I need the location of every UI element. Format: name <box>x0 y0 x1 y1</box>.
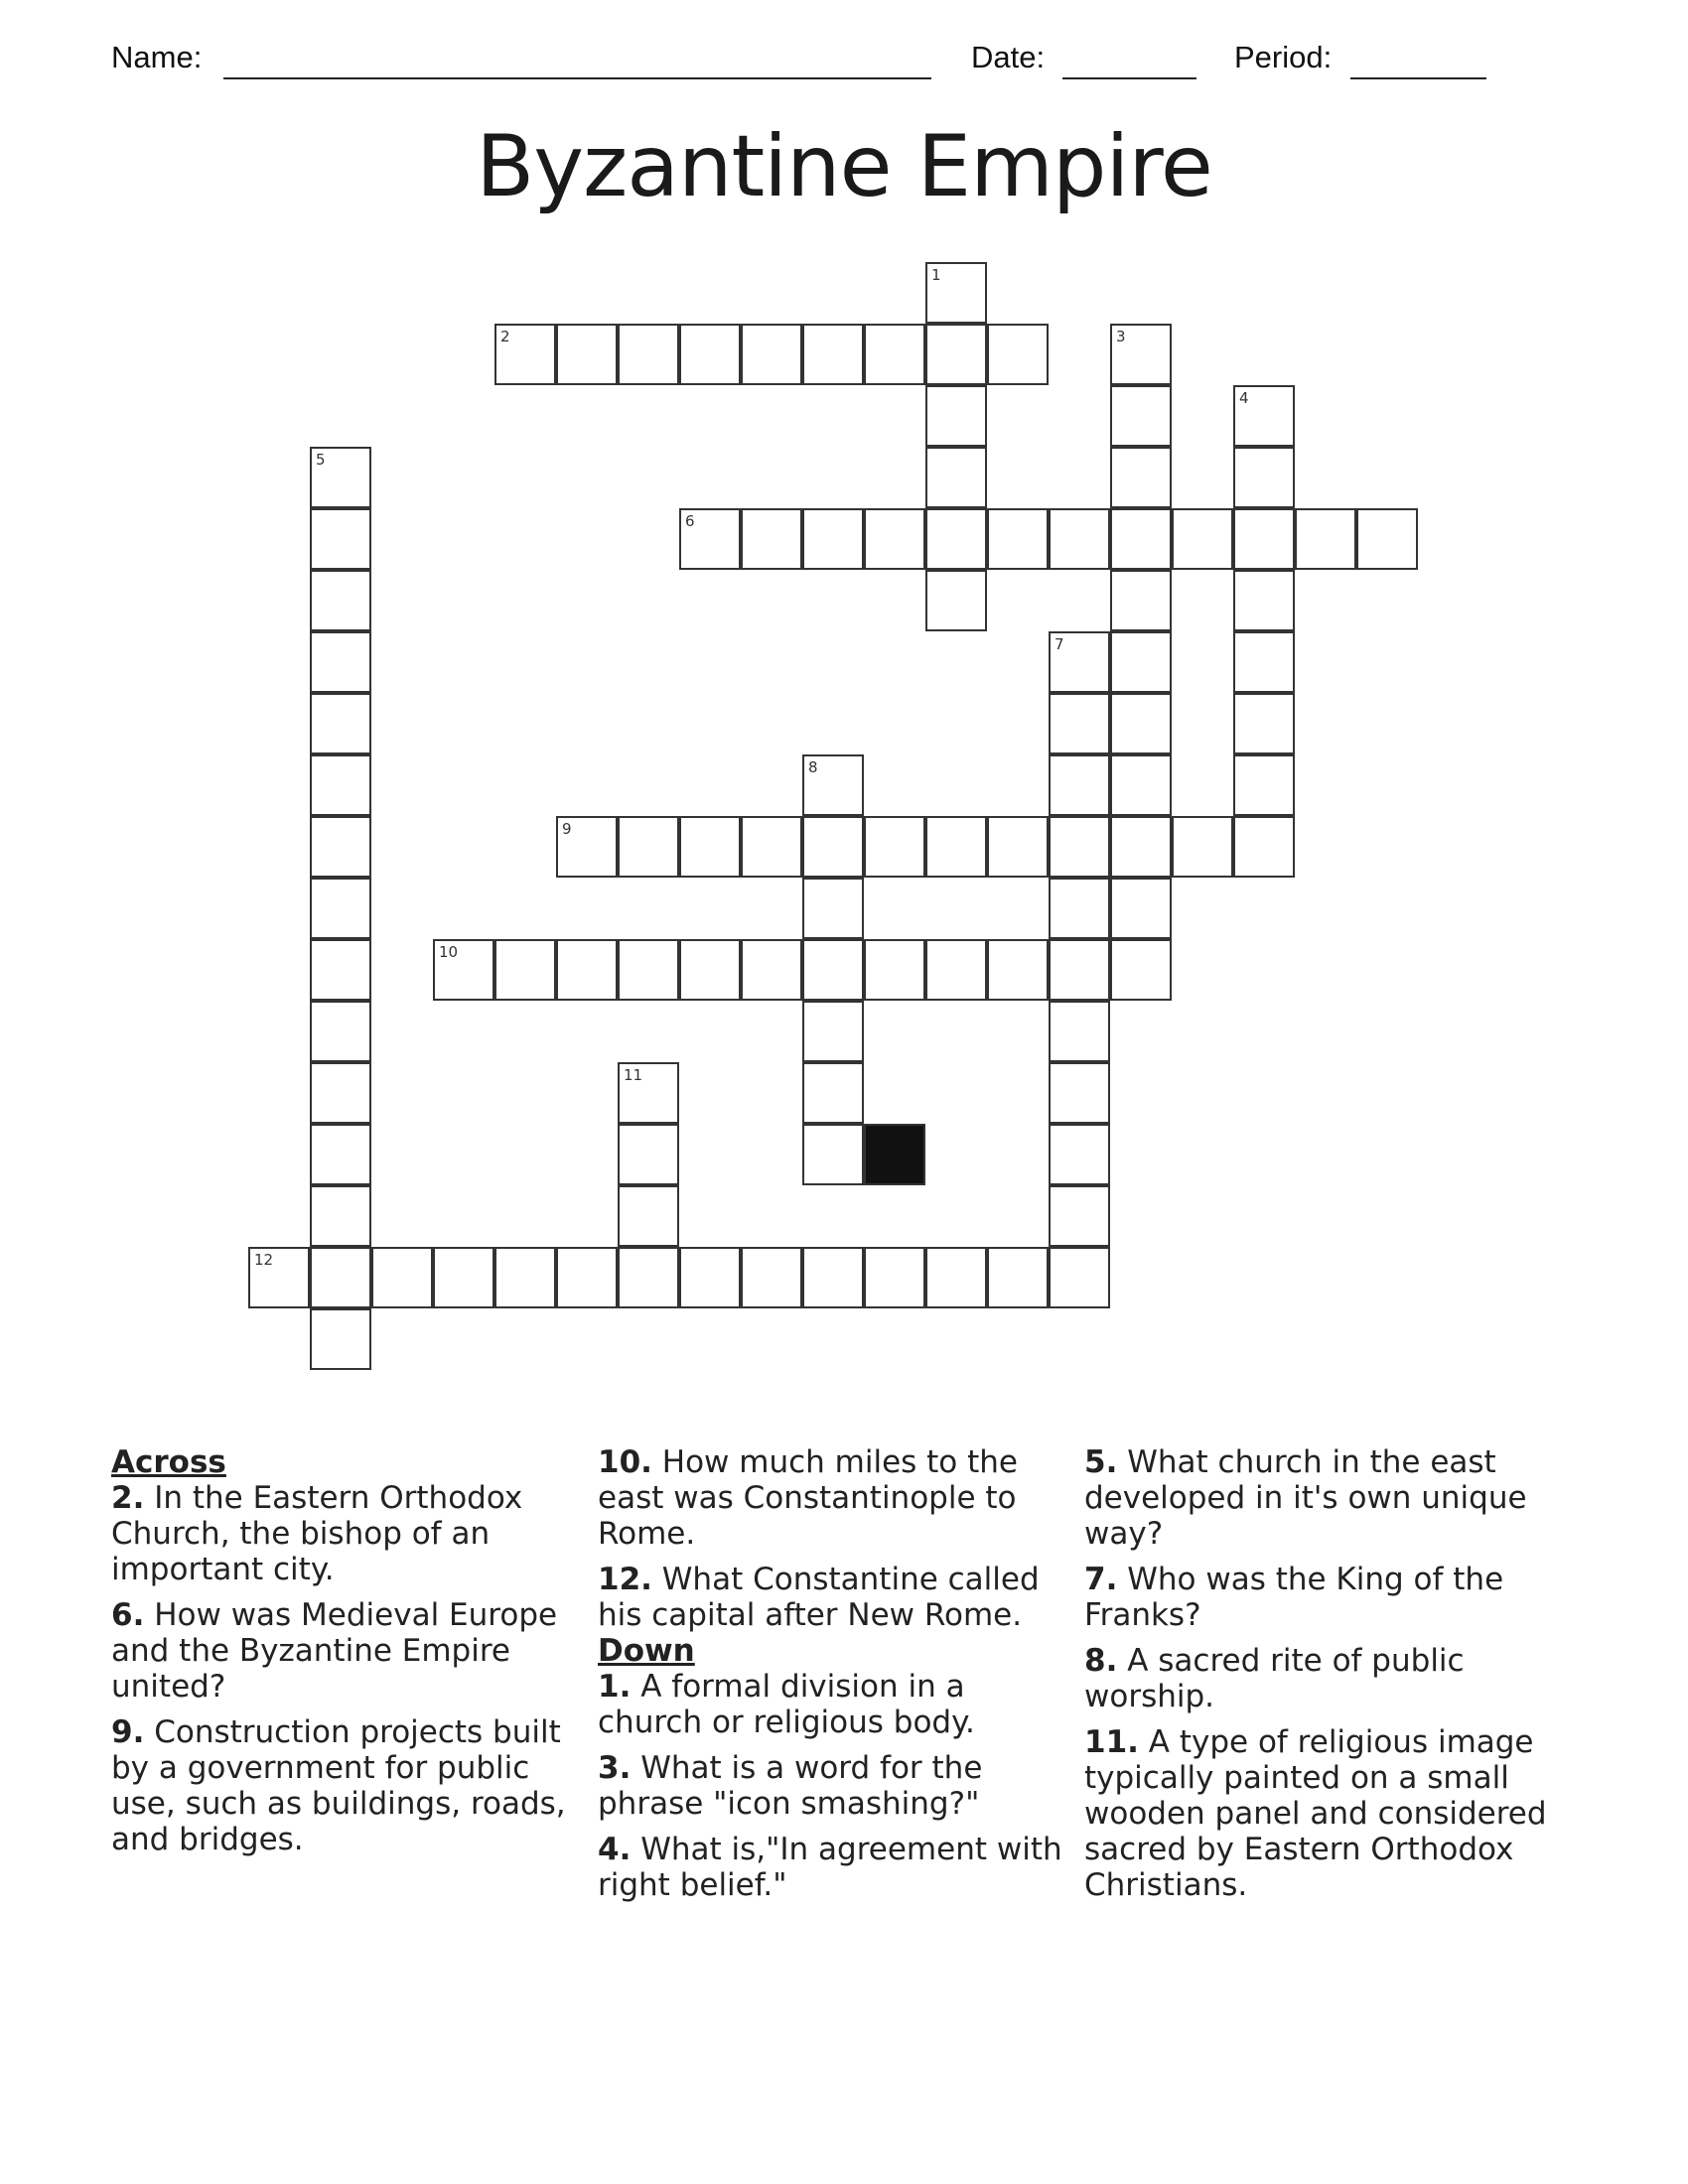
name-label: Name: <box>111 40 203 74</box>
crossword-cell[interactable] <box>987 1247 1049 1308</box>
crossword-cell[interactable] <box>802 1062 864 1124</box>
crossword-cell[interactable] <box>802 508 864 570</box>
crossword-cell[interactable] <box>618 324 679 385</box>
crossword-cell[interactable] <box>987 508 1049 570</box>
clue-down-1: 1. A formal division in a church or religious body. <box>598 1669 975 1740</box>
crossword-cell[interactable] <box>310 570 371 631</box>
clue-down-4: 4. What is,"In agreement with right belief." <box>598 1832 1062 1903</box>
crossword-cell[interactable] <box>802 939 864 1001</box>
crossword-cell[interactable] <box>494 324 556 385</box>
crossword-cell[interactable] <box>1049 693 1110 754</box>
crossword-cell[interactable] <box>1233 508 1295 570</box>
crossword-cell[interactable] <box>310 754 371 816</box>
crossword-cell[interactable] <box>310 816 371 878</box>
crossword-cell[interactable] <box>618 1124 679 1185</box>
crossword-cell[interactable] <box>741 816 802 878</box>
clue-number: 1 <box>931 266 941 284</box>
crossword-cell[interactable] <box>371 1247 433 1308</box>
crossword-cell[interactable] <box>433 939 494 1001</box>
crossword-cell[interactable] <box>864 324 925 385</box>
clue-down-8: 8. A sacred rite of public worship. <box>1084 1643 1465 1714</box>
crossword-cell[interactable] <box>1356 508 1418 570</box>
crossword-cell[interactable] <box>1049 878 1110 939</box>
crossword-cell[interactable] <box>310 508 371 570</box>
clue-number: 5 <box>316 451 326 469</box>
crossword-cell[interactable] <box>1233 385 1295 447</box>
crossword-cell[interactable] <box>925 570 987 631</box>
crossword-cell[interactable] <box>618 939 679 1001</box>
crossword-black-cell <box>864 1124 925 1185</box>
crossword-cell[interactable] <box>1049 631 1110 693</box>
crossword-cell[interactable] <box>310 1247 371 1308</box>
crossword-cell[interactable] <box>1110 878 1172 939</box>
crossword-cell[interactable] <box>925 324 987 385</box>
crossword-cell[interactable] <box>741 1247 802 1308</box>
clue-across-2: 2. In the Eastern Orthodox Church, the bishop of an important city. <box>111 1480 523 1587</box>
crossword-cell[interactable] <box>925 816 987 878</box>
crossword-cell[interactable] <box>1049 1001 1110 1062</box>
crossword-cell[interactable] <box>741 508 802 570</box>
clue-down-7: 7. Who was the King of the Franks? <box>1084 1562 1504 1633</box>
crossword-cell[interactable] <box>1110 324 1172 385</box>
down-heading: Down <box>598 1633 695 1669</box>
crossword-cell[interactable] <box>864 939 925 1001</box>
crossword-cell[interactable] <box>864 508 925 570</box>
crossword-cell[interactable] <box>494 1247 556 1308</box>
clue-across-10: 10. How much miles to the east was Constantinople to Rome. <box>598 1444 1019 1552</box>
clue-across-12: 12. What Constantine called his capital after New Rome. <box>598 1562 1040 1633</box>
crossword-cell[interactable] <box>1233 816 1295 878</box>
clue-number: 12 <box>254 1251 274 1269</box>
crossword-cell[interactable] <box>1295 508 1356 570</box>
crossword-cell[interactable] <box>802 324 864 385</box>
clue-across-9: 9. Construction projects built by a government for public use, such as buildings, roads, and bridges. <box>111 1714 566 1857</box>
crossword-cell[interactable] <box>310 878 371 939</box>
crossword-cell[interactable] <box>679 324 741 385</box>
crossword-cell[interactable] <box>310 939 371 1001</box>
crossword-cell[interactable] <box>494 939 556 1001</box>
crossword-cell[interactable] <box>618 1247 679 1308</box>
crossword-cell[interactable] <box>1172 816 1233 878</box>
clue-number: 7 <box>1055 635 1064 653</box>
crossword-cell[interactable] <box>310 1308 371 1370</box>
crossword-cell[interactable] <box>802 1001 864 1062</box>
crossword-cell[interactable] <box>679 816 741 878</box>
crossword-cell[interactable] <box>1233 631 1295 693</box>
clue-number: 9 <box>562 820 572 838</box>
crossword-cell[interactable] <box>741 939 802 1001</box>
crossword-cell[interactable] <box>310 1001 371 1062</box>
crossword-cell[interactable] <box>864 816 925 878</box>
crossword-cell[interactable] <box>1049 939 1110 1001</box>
page-title: Byzantine Empire <box>476 117 1212 216</box>
crossword-cell[interactable] <box>433 1247 494 1308</box>
clue-down-3: 3. What is a word for the phrase "icon smashing?" <box>598 1750 983 1822</box>
crossword-cell[interactable] <box>1049 1124 1110 1185</box>
clues-column-1 <box>111 1444 588 1867</box>
crossword-cell[interactable] <box>1172 508 1233 570</box>
crossword-cell[interactable] <box>1049 508 1110 570</box>
crossword-cell[interactable] <box>1233 693 1295 754</box>
clue-number: 3 <box>1116 328 1126 345</box>
clue-number: 6 <box>685 512 695 530</box>
clue-number: 2 <box>500 328 510 345</box>
crossword-cell[interactable] <box>925 385 987 447</box>
crossword-cell[interactable] <box>310 1062 371 1124</box>
crossword-cell[interactable] <box>925 508 987 570</box>
clue-number: 10 <box>439 943 459 961</box>
clue-number: 4 <box>1239 389 1249 407</box>
clue-down-11: 11. A type of religious image typically painted on a small wooden panel and considered sacred by Eastern Orthodox Christians. <box>1084 1724 1547 1903</box>
crossword-cell[interactable] <box>1049 754 1110 816</box>
crossword-cell[interactable] <box>679 1247 741 1308</box>
crossword-cell[interactable] <box>925 1247 987 1308</box>
crossword-cell[interactable] <box>618 816 679 878</box>
clue-across-6: 6. How was Medieval Europe and the Byzantine Empire united? <box>111 1597 558 1705</box>
crossword-cell[interactable] <box>1049 1247 1110 1308</box>
crossword-cell[interactable] <box>310 447 371 508</box>
crossword-cell[interactable] <box>987 324 1049 385</box>
crossword-cell[interactable] <box>802 1124 864 1185</box>
crossword-cell[interactable] <box>1110 939 1172 1001</box>
crossword-cell[interactable] <box>802 754 864 816</box>
period-label: Period: <box>1234 40 1333 74</box>
crossword-cell[interactable] <box>1110 754 1172 816</box>
crossword-cell[interactable] <box>741 324 802 385</box>
crossword-cell[interactable] <box>556 939 618 1001</box>
crossword-cell[interactable] <box>925 447 987 508</box>
crossword-cell[interactable] <box>1110 631 1172 693</box>
crossword-cell[interactable] <box>802 878 864 939</box>
crossword-cell[interactable] <box>1110 385 1172 447</box>
crossword-cell[interactable] <box>1233 754 1295 816</box>
crossword-cell[interactable] <box>556 324 618 385</box>
crossword-cell[interactable] <box>802 1247 864 1308</box>
crossword-cell[interactable] <box>1110 447 1172 508</box>
crossword-cell[interactable] <box>1049 816 1110 878</box>
crossword-cell[interactable] <box>556 1247 618 1308</box>
crossword-cell[interactable] <box>1110 816 1172 878</box>
crossword-cell[interactable] <box>925 262 987 324</box>
crossword-cell[interactable] <box>310 693 371 754</box>
crossword-cell[interactable] <box>248 1247 310 1308</box>
crossword-cell[interactable] <box>1110 508 1172 570</box>
date-label: Date: <box>971 40 1046 74</box>
crossword-cell[interactable] <box>310 631 371 693</box>
across-heading: Across <box>111 1444 226 1480</box>
crossword-cell[interactable] <box>1110 693 1172 754</box>
crossword-cell[interactable] <box>618 1062 679 1124</box>
crossword-cell[interactable] <box>679 939 741 1001</box>
crossword-cell[interactable] <box>925 939 987 1001</box>
crossword-cell[interactable] <box>1233 570 1295 631</box>
clues-column-2 <box>598 1444 1064 1913</box>
clue-number: 11 <box>624 1066 643 1084</box>
crossword-cell[interactable] <box>310 1124 371 1185</box>
crossword-cell[interactable] <box>1110 570 1172 631</box>
crossword-cell[interactable] <box>802 816 864 878</box>
crossword-cell[interactable] <box>1049 1062 1110 1124</box>
crossword-cell[interactable] <box>618 1185 679 1247</box>
crossword-cell[interactable] <box>987 939 1049 1001</box>
crossword-cell[interactable] <box>556 816 618 878</box>
crossword-cell[interactable] <box>1049 1185 1110 1247</box>
clues-column-3 <box>1084 1444 1571 1913</box>
crossword-cell[interactable] <box>987 816 1049 878</box>
crossword-cell[interactable] <box>310 1185 371 1247</box>
clue-down-5: 5. What church in the east developed in it's own unique way? <box>1084 1444 1527 1552</box>
crossword-cell[interactable] <box>864 1247 925 1308</box>
crossword-cell[interactable] <box>679 508 741 570</box>
crossword-cell[interactable] <box>1233 447 1295 508</box>
clue-number: 8 <box>808 758 818 776</box>
